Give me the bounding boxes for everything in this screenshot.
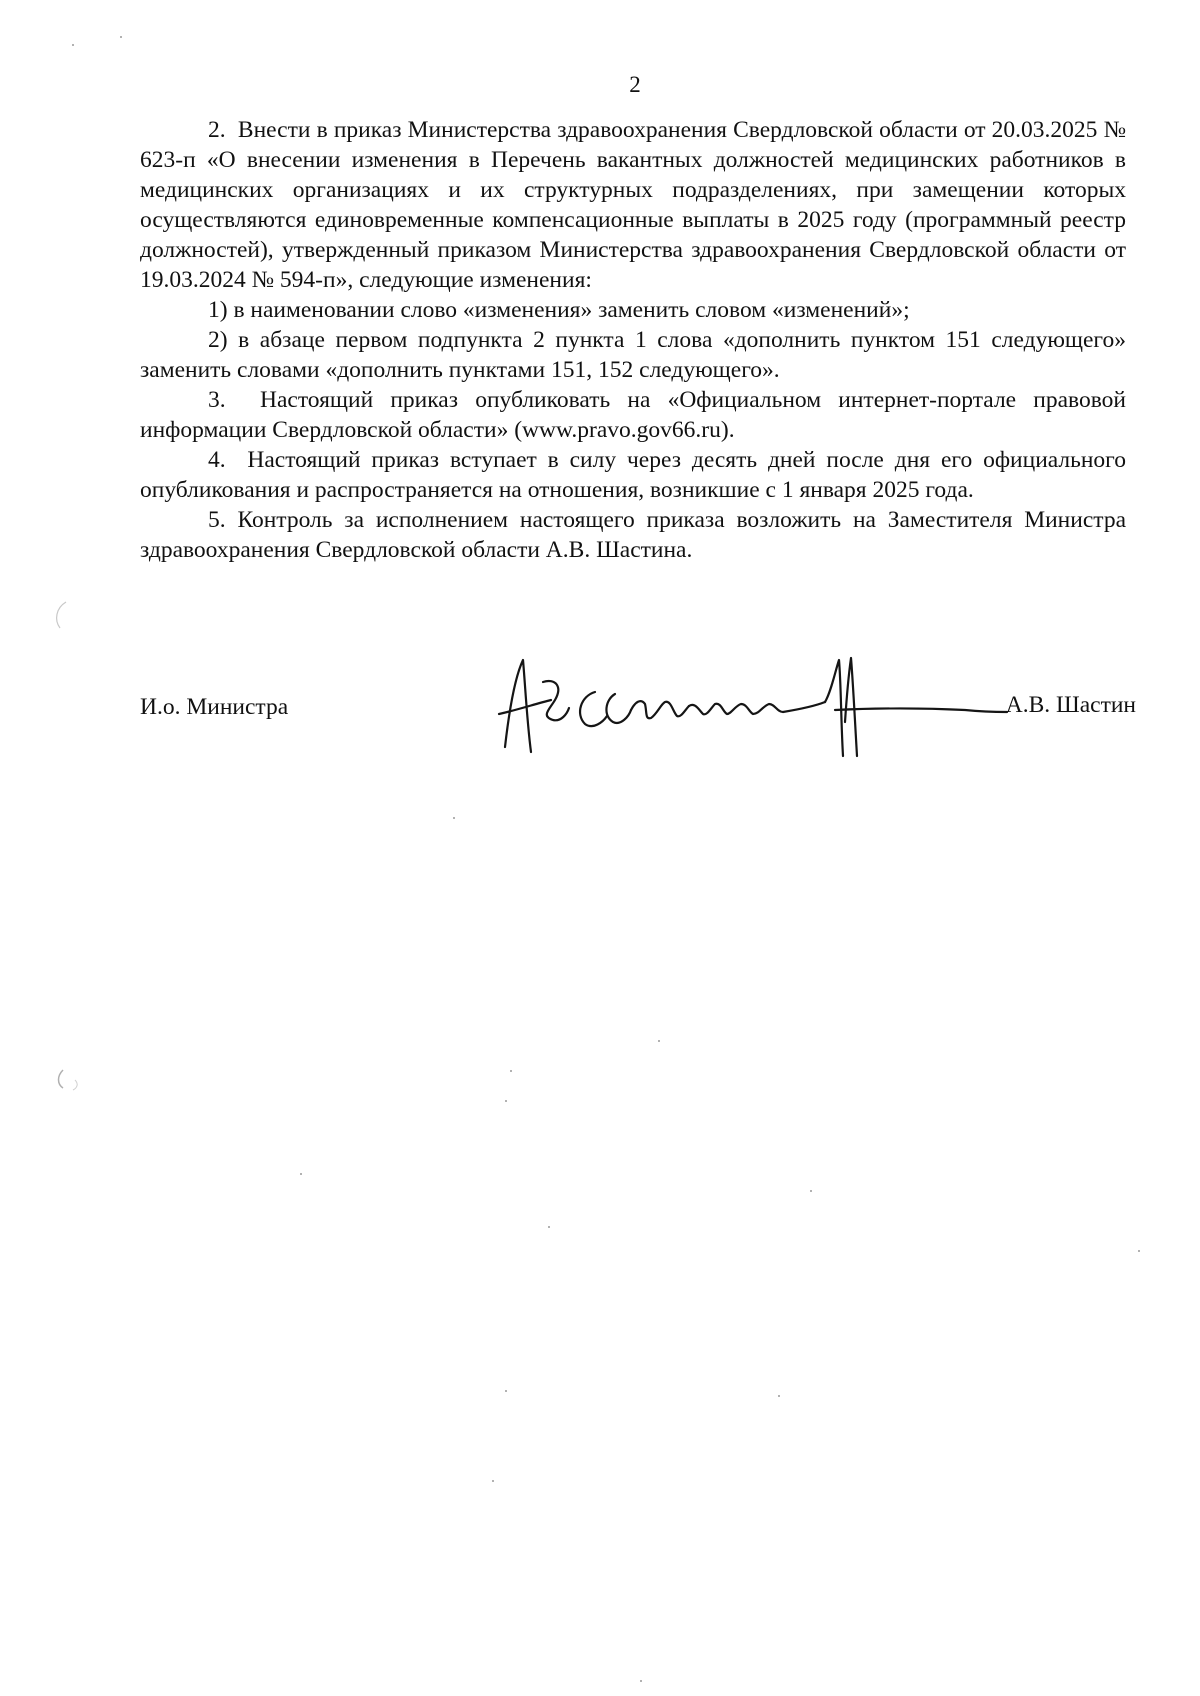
scan-speck bbox=[640, 1680, 642, 1682]
scan-speck bbox=[72, 44, 74, 46]
scan-speck bbox=[300, 1173, 302, 1175]
scan-speck bbox=[658, 1040, 660, 1042]
signatory-name: А.В. Шастин bbox=[1005, 692, 1136, 718]
page-number: 2 bbox=[629, 72, 641, 97]
paragraph-2: 2. Внести в приказ Министерства здравоохранения Свердловской области от 20.03.2025 № 623-п «О внесении изменения в Перечень вакантных должностей медицинских работников в медицинских организациях и их структурных подразделениях, при замещении которых осуществляются единовременные компенсационные выплаты в 2025 году (программный реестр должностей), утвержденный приказом Министерства здравоохранения Свердловской области от 19.03.2024 № 594-п», следующие изменения: bbox=[140, 117, 1126, 293]
signature-block bbox=[140, 682, 1136, 762]
scan-artifact-arc-lower bbox=[55, 1068, 85, 1092]
scan-artifact-arc-upper bbox=[50, 600, 70, 630]
subitem-2: 2) в абзаце первом подпункта 2 пункта 1 слова «дополнить пунктом 151 следующего» заменить словами «дополнить пунктами 151, 152 следующего». bbox=[140, 327, 1126, 383]
scan-speck bbox=[492, 1480, 494, 1482]
scan-speck bbox=[453, 817, 455, 819]
scan-speck bbox=[1138, 1250, 1140, 1252]
scan-speck bbox=[510, 1070, 512, 1072]
document-body bbox=[140, 115, 1126, 565]
scan-speck bbox=[505, 1100, 507, 1102]
paragraph-3: 3. Настоящий приказ опубликовать на «Официальном интернет-портале правовой информации Свердловской области» (www.pravo.gov66.ru). bbox=[140, 387, 1126, 443]
signatory-title: И.о. Министра bbox=[140, 694, 289, 720]
paragraph-5: 5. Контроль за исполнением настоящего приказа возложить на Заместителя Министра здравоохранения Свердловской области А.В. Шастина. bbox=[140, 507, 1126, 563]
paragraph-4: 4. Настоящий приказ вступает в силу через десять дней после дня его официального опубликования и распространяется на отношения, возникшие с 1 января 2025 года. bbox=[140, 447, 1126, 503]
subitem-1: 1) в наименовании слово «изменения» заменить словом «изменений»; bbox=[208, 297, 910, 323]
scan-speck bbox=[778, 1395, 780, 1397]
scan-speck bbox=[505, 1390, 507, 1392]
scan-speck bbox=[548, 1226, 550, 1228]
scan-speck bbox=[120, 36, 122, 38]
scan-speck bbox=[810, 1190, 812, 1192]
